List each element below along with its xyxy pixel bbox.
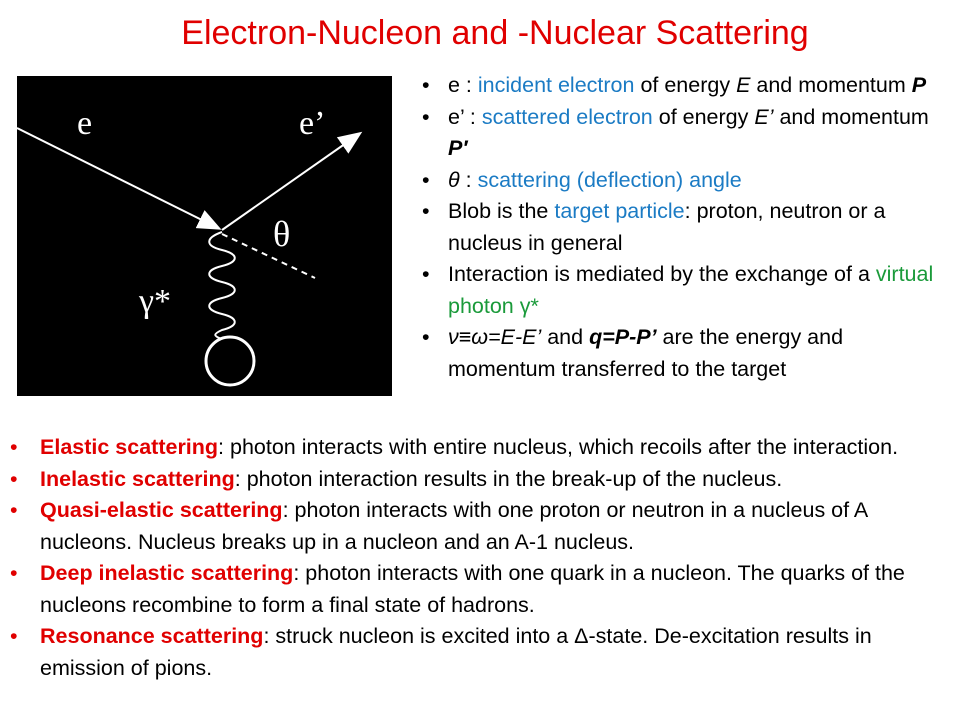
bullet-marker: • [10, 466, 18, 491]
list-item: • e’ : scattered electron of energy E’ and momentum P′ [422, 102, 952, 165]
theta-reference-dashed-line [222, 234, 315, 278]
list-item: • θ : scattering (deflection) angle [422, 165, 952, 197]
bullet-marker: • [422, 199, 430, 223]
bullet-marker: • [10, 498, 18, 522]
list-item: • Inelastic scattering: photon interaction results in the break-up of the nucleus. [10, 464, 955, 496]
list-item: • Resonance scattering: struck nucleon is excited into a Δ-state. De-excitation results in emission of pions. [10, 621, 955, 684]
bullet-marker: • [10, 435, 18, 459]
bullet-marker: • [422, 325, 430, 349]
bullet-marker: • [422, 73, 430, 97]
bullet-marker: • [10, 624, 18, 648]
list-item: • Blob is the target particle: proton, neutron or a nucleus in general [422, 196, 952, 259]
label-theta: θ [273, 214, 291, 254]
list-item: • Elastic scattering: photon interacts with entire nucleus, which recoils after the interaction. [10, 432, 955, 464]
scattered-electron-line [222, 134, 359, 230]
list-item: • ν≡ω=E-E’ and q=P-P’ are the energy and momentum transferred to the target [422, 322, 952, 385]
list-item: • e : incident electron of energy E and momentum P [422, 70, 952, 102]
scattering-diagram [17, 76, 392, 396]
bullet-marker: • [422, 104, 430, 129]
list-item: • Quasi-elastic scattering: photon interacts with one proton or neutron in a nucleus of A nucleons. Nucleus breaks up in a nucleon and an A-1 nucleus. [10, 495, 955, 558]
definitions-list [422, 70, 952, 385]
label-e: e [77, 105, 93, 142]
scattering-types-list [10, 432, 955, 684]
bullet-marker: • [422, 262, 430, 286]
target-blob [206, 337, 254, 385]
label-gamma: γ* [139, 283, 172, 320]
list-item: • Deep inelastic scattering: photon interacts with one quark in a nucleon. The quarks of the nucleons recombine to form a final state of hadrons. [10, 558, 955, 621]
bullet-marker: • [10, 561, 18, 585]
list-item: • Interaction is mediated by the exchange of a virtual photon γ* [422, 259, 952, 322]
incident-electron-line [17, 128, 218, 228]
slide-title: Electron-Nucleon and -Nuclear Scattering [181, 14, 809, 52]
label-e-prime: e’ [299, 105, 326, 142]
virtual-photon-wavy-line [209, 232, 235, 339]
bullet-marker: • [422, 167, 430, 192]
